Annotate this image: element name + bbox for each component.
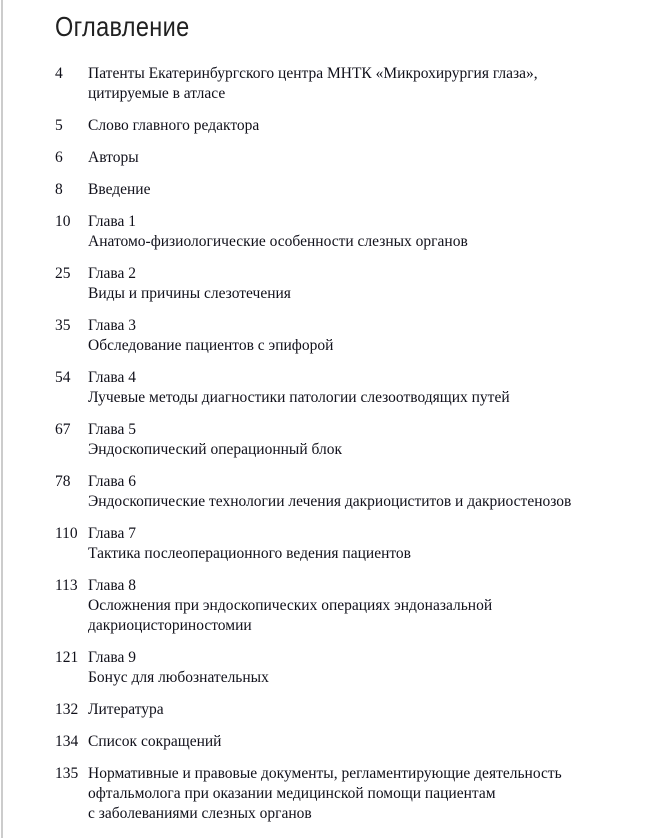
toc-chapter-subtitle: Обследование пациентов с эпифорой [88,337,334,354]
toc-chapter-subtitle: Бонус для любознательных [88,669,269,686]
toc-chapter-subtitle: Лучевые методы диагностики патологии слезоотводящих путей [88,389,510,406]
toc-chapter-subtitle: дакриоцисториностомии [88,617,252,634]
toc-entry-title [88,116,259,136]
toc-page-number: 135 [55,765,79,782]
toc-entry-title [88,148,139,168]
toc-entry-title [88,420,342,460]
toc-entry-line: с заболеваниями слезных органов [88,805,312,822]
toc-entry-line: цитируемые в атласе [88,85,226,102]
toc-chapter-label: Глава 3 [88,317,137,334]
toc-chapter-subtitle: Эндоскопический операционный блок [88,441,343,458]
toc-entry [55,576,636,636]
toc-entry-line: Нормативные и правовые документы, регламентирующие деятельность [88,765,562,782]
toc-chapter-label: Глава 6 [88,473,137,490]
toc-page-number: 8 [55,181,63,198]
table-of-contents [55,64,636,824]
toc-page-number: 10 [55,213,71,230]
toc-entry-title [88,180,150,200]
toc-entry [55,64,636,104]
toc-entry-title [88,368,510,408]
toc-entry-title [88,264,291,304]
toc-page-number: 54 [55,369,71,386]
toc-entry [55,148,636,168]
toc-page-number: 113 [55,577,78,594]
toc-entry [55,648,636,688]
toc-entry-title [88,732,221,752]
toc-entry [55,732,636,752]
toc-entry-line: Введение [88,181,151,198]
toc-page-number: 25 [55,265,71,282]
toc-entry [55,264,636,304]
toc-page-number: 6 [55,149,63,166]
toc-entry-line: Слово главного редактора [88,117,260,134]
toc-entry [55,700,636,720]
toc-entry-title [88,524,411,564]
toc-entry [55,316,636,356]
toc-entry [55,472,636,512]
toc-entry-line: Список сокращений [88,733,222,750]
toc-entry-title [88,648,269,688]
toc-entry-title [88,576,492,636]
toc-entry [55,420,636,460]
toc-entry-title [88,64,538,104]
toc-entry-title [88,316,333,356]
toc-chapter-label: Глава 5 [88,421,137,438]
toc-chapter-label: Глава 4 [88,369,137,386]
toc-chapter-label: Глава 1 [88,213,137,230]
toc-chapter-label: Глава 9 [88,649,137,666]
toc-entry [55,180,636,200]
toc-entry [55,524,636,564]
toc-chapter-subtitle: Анатомо-физиологические особенности слезных органов [88,233,468,250]
toc-entry [55,764,636,824]
toc-entry-line: Литература [88,701,164,718]
toc-entry-title [88,212,468,252]
toc-page-number: 132 [55,701,79,718]
toc-page-number: 67 [55,421,71,438]
toc-entry-title [88,472,571,512]
toc-entry-line: Авторы [88,149,139,166]
toc-entry [55,212,636,252]
toc-page-number: 35 [55,317,71,334]
page-left-edge [1,0,3,838]
toc-chapter-subtitle: Тактика послеоперационного ведения пациентов [88,545,412,562]
toc-entry-line: Патенты Екатеринбургского центра МНТК «Микрохирургия глаза», [88,65,538,82]
toc-chapter-label: Глава 2 [88,265,137,282]
toc-chapter-subtitle: Эндоскопические технологии лечения дакриоциститов и дакриостенозов [88,493,572,510]
toc-page-number: 121 [55,649,79,666]
toc-entry-title [88,700,164,720]
toc-entry-line: офтальмолога при оказании медицинской помощи пациентам [88,785,496,802]
toc-entry-title [88,764,562,824]
toc-chapter-subtitle: Виды и причины слезотечения [88,285,291,302]
toc-entry [55,368,636,408]
toc-chapter-label: Глава 8 [88,577,137,594]
toc-page-number: 110 [55,525,78,542]
toc-page-number: 78 [55,473,71,490]
toc-page-number: 134 [55,733,79,750]
toc-entry [55,116,636,136]
toc-page-number: 5 [55,117,63,134]
toc-chapter-label: Глава 7 [88,525,137,542]
toc-chapter-subtitle: Осложнения при эндоскопических операциях эндоназальной [88,597,493,614]
toc-page-number: 4 [55,65,63,82]
page-title: Оглавление [55,11,190,42]
